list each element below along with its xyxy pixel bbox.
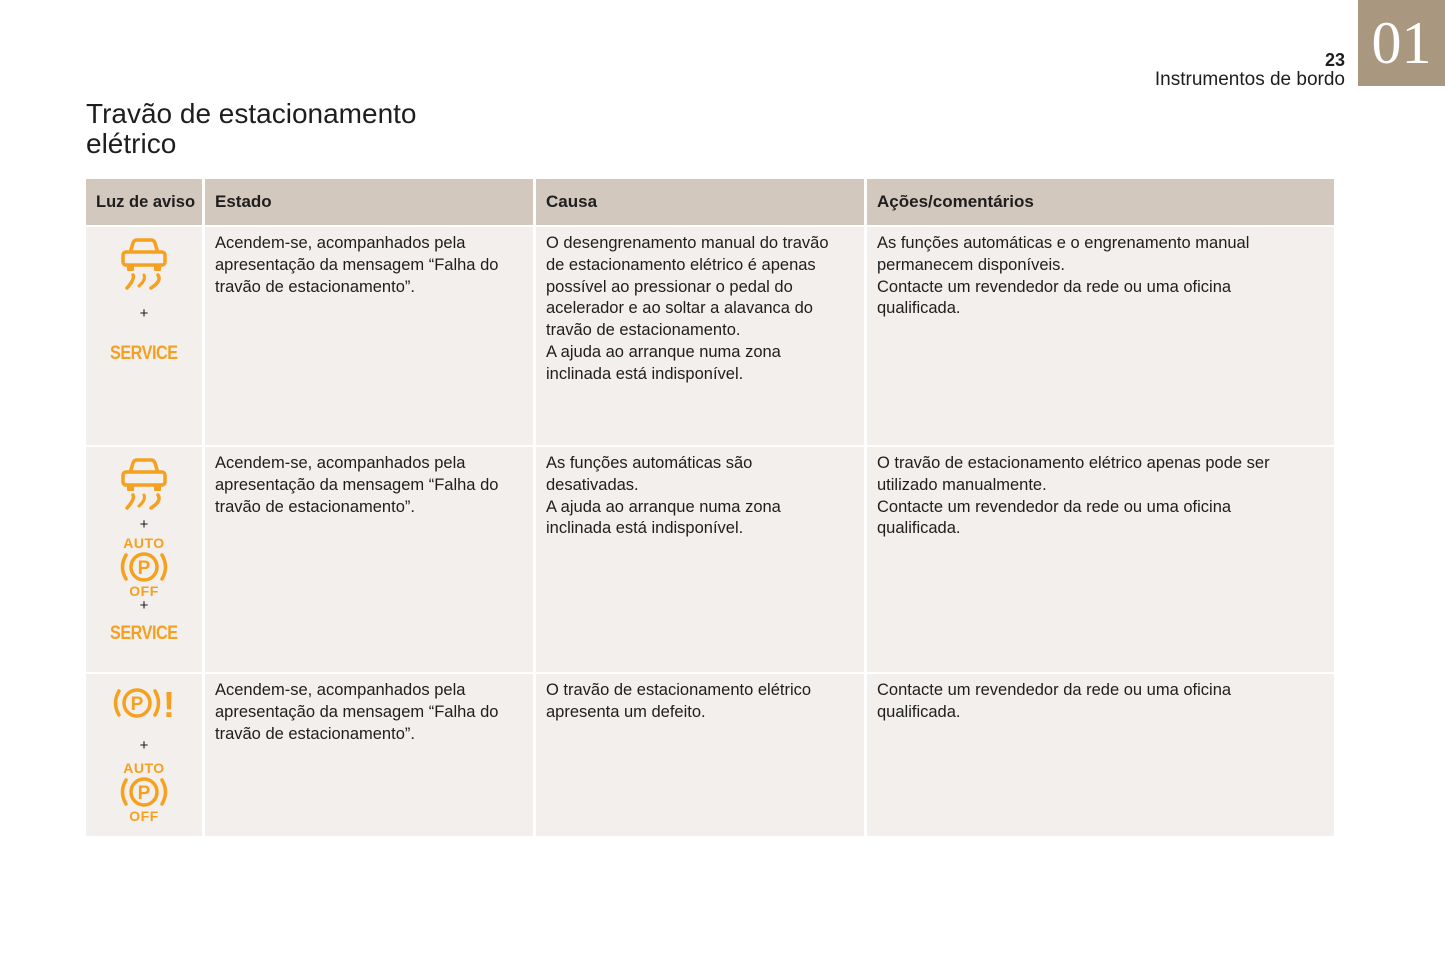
service-label: SERVICE <box>110 623 178 644</box>
skid-car-icon <box>118 455 170 511</box>
p-letter: P <box>130 694 144 715</box>
auto-park-off-icon <box>118 761 170 823</box>
section-name: Instrumentos de bordo <box>1154 69 1345 90</box>
header-estado: Estado <box>205 179 533 225</box>
chapter-tab: 01 <box>1358 0 1445 86</box>
row-2-icons <box>86 447 202 672</box>
row-3-acoes: Contacte um revendedor da rede ou uma oficina qualificada. <box>867 674 1334 836</box>
auto-label: AUTO <box>123 760 165 776</box>
header-luz-de-aviso: Luz de aviso <box>86 179 202 225</box>
off-label: OFF <box>129 583 159 599</box>
warning-lights-table <box>86 179 1334 836</box>
p-letter: P <box>137 558 151 579</box>
row-1-causa: O desengrenamento manual do travão de estacionamento elétrico é apenas possível ao pressionar o pedal do acelerador e ao soltar a alavanca do travão de estacionamento. A ajuda ao arranque numa zona inclinada está indisponível. <box>536 227 864 445</box>
parking-circle-icon <box>118 775 170 809</box>
row-2-estado: Acendem-se, acompanhados pela apresentação da mensagem “Falha do travão de estacionamento”. <box>205 447 533 672</box>
auto-park-off-icon <box>118 536 170 598</box>
row-1-estado: Acendem-se, acompanhados pela apresentação da mensagem “Falha do travão de estacionamento”. <box>205 227 533 445</box>
page-title: Travão de estacionamento elétrico <box>86 98 417 159</box>
row-3-icons <box>86 674 202 836</box>
skid-car-icon <box>118 235 170 291</box>
row-1-icons <box>86 227 202 445</box>
parking-circle-icon <box>118 550 170 584</box>
header-acoes: Ações/comentários <box>867 179 1334 225</box>
row-2-causa: As funções automáticas são desativadas. A ajuda ao arranque numa zona inclinada está indisponível. <box>536 447 864 672</box>
row-1-acoes: As funções automáticas e o engrenamento manual permanecem disponíveis. Contacte um revendedor da rede ou uma oficina qualificada. <box>867 227 1334 445</box>
row-3-causa: O travão de estacionamento elétrico apresenta um defeito. <box>536 674 864 836</box>
exclamation-mark: ! <box>163 684 175 724</box>
plus-sign: + <box>139 516 149 533</box>
p-letter: P <box>137 783 151 804</box>
plus-sign: + <box>139 597 149 614</box>
plus-sign: + <box>139 737 149 754</box>
service-label: SERVICE <box>110 343 178 364</box>
row-3-estado: Acendem-se, acompanhados pela apresentação da mensagem “Falha do travão de estacionamento”. <box>205 674 533 836</box>
off-label: OFF <box>129 808 159 824</box>
row-2-acoes: O travão de estacionamento elétrico apenas pode ser utilizado manualmente. Contacte um revendedor da rede ou uma oficina qualificada. <box>867 447 1334 672</box>
auto-label: AUTO <box>123 535 165 551</box>
plus-sign: + <box>139 305 149 322</box>
page-number: 23 <box>1324 50 1345 70</box>
park-brake-fault-icon <box>111 682 177 724</box>
header-causa: Causa <box>536 179 864 225</box>
